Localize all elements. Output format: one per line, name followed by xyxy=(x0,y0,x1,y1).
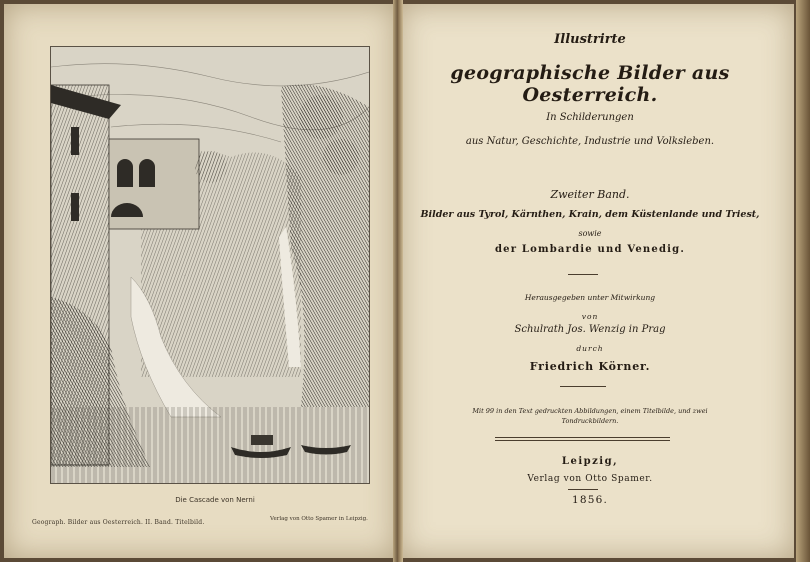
subtitle-line: In Schilderungen xyxy=(546,112,634,123)
waterfall-illustration xyxy=(51,47,369,483)
author-name: Friedrich Körner. xyxy=(529,360,651,373)
book-gutter xyxy=(393,0,403,562)
editor-intro: Herausgegeben unter Mitwirkung xyxy=(524,293,656,302)
divider-rule xyxy=(560,386,606,387)
plate-footer-right: Verlag von Otto Spamer in Leipzig. xyxy=(270,516,368,522)
editor-durch: durch xyxy=(576,344,604,353)
divider-rule xyxy=(568,274,598,275)
publisher-city: Leipzig, xyxy=(561,456,619,467)
divider-rule xyxy=(568,489,598,490)
publisher-name: Verlag von Otto Spamer. xyxy=(527,474,653,484)
plate-caption: Die Cascade von Nerni xyxy=(175,496,255,504)
volume-lombardie: der Lombardie und Venedig. xyxy=(494,244,686,255)
subtitle-topics: aus Natur, Geschichte, Industrie und Volksleben. xyxy=(465,136,715,147)
volume-label: Zweiter Band. xyxy=(550,188,630,201)
plate-footer-left: Geograph. Bilder aus Oesterreich. II. Band. Titelbild. xyxy=(32,519,205,526)
title-line-illustrirte: Illustrirte xyxy=(554,32,626,47)
illustrations-note-cont: Tondruckbildern. xyxy=(561,417,619,425)
collaborator-name: Schulrath Jos. Wenzig in Prag xyxy=(514,324,666,335)
frontispiece-engraving xyxy=(50,46,370,484)
editor-von: von xyxy=(581,312,599,321)
main-title: geographische Bilder aus Oesterreich. xyxy=(450,62,730,106)
volume-regions: Bilder aus Tyrol, Kärnthen, Krain, dem Küstenlande und Triest, xyxy=(420,209,760,220)
volume-sowie: sowie xyxy=(578,229,602,238)
page-edge xyxy=(796,0,810,562)
publication-year: 1856. xyxy=(571,494,609,506)
double-divider-rule xyxy=(495,437,670,441)
illustrations-note: Mit 99 in den Text gedruckten Abbildungen, einem Titelbilde, und zwei xyxy=(472,407,708,415)
